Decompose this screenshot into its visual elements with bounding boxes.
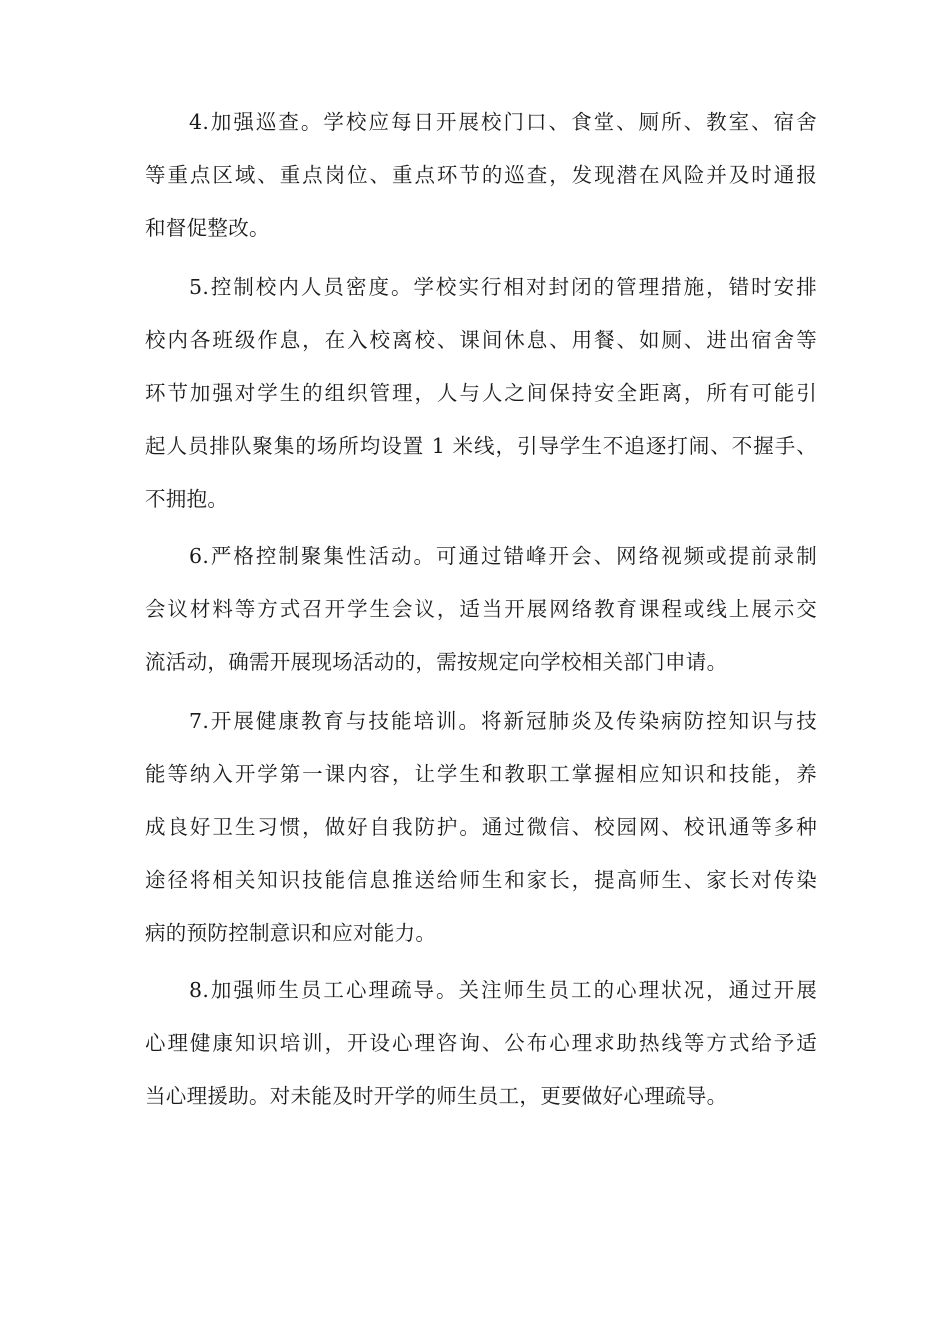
- paragraph-line: 心理健康知识培训，开设心理咨询、公布心理求助热线等方式给予适: [145, 1031, 817, 1055]
- paragraph-line: 7.开展健康教育与技能培训。将新冠肺炎及传染病防控知识与技: [189, 709, 817, 733]
- paragraph-line: 成良好卫生习惯，做好自我防护。通过微信、校园网、校讯通等多种: [145, 815, 817, 839]
- paragraph-line: 不拥抱。: [145, 487, 229, 511]
- paragraph-line: 环节加强对学生的组织管理，人与人之间保持安全距离，所有可能引: [145, 381, 817, 405]
- paragraph-line: 当心理援助。对未能及时开学的师生员工，更要做好心理疏导。: [145, 1084, 728, 1108]
- paragraph-line: 起人员排队聚集的场所均设置 1 米线，引导学生不追逐打闹、不握手、: [145, 434, 817, 458]
- paragraph-line: 8.加强师生员工心理疏导。关注师生员工的心理状况，通过开展: [189, 978, 817, 1002]
- paragraph-line: 5.控制校内人员密度。学校实行相对封闭的管理措施，错时安排: [189, 275, 817, 299]
- paragraph-item-8: [145, 964, 817, 1123]
- paragraph-item-6: [145, 530, 817, 689]
- paragraph-item-4: [145, 96, 817, 255]
- paragraph-item-5: [145, 261, 817, 526]
- paragraph-line: 校内各班级作息，在入校离校、课间休息、用餐、如厕、进出宿舍等: [145, 328, 817, 352]
- paragraph-line: 会议材料等方式召开学生会议，适当开展网络教育课程或线上展示交: [145, 597, 817, 621]
- paragraph-line: 途径将相关知识技能信息推送给师生和家长，提高师生、家长对传染: [145, 868, 817, 892]
- paragraph-line: 6.严格控制聚集性活动。可通过错峰开会、网络视频或提前录制: [189, 544, 817, 568]
- paragraph-line: 能等纳入开学第一课内容，让学生和教职工掌握相应知识和技能，养: [145, 762, 817, 786]
- paragraph-line: 4.加强巡查。学校应每日开展校门口、食堂、厕所、教室、宿舍: [189, 110, 817, 134]
- paragraph-item-7: [145, 695, 817, 960]
- paragraph-line: 和督促整改。: [145, 216, 270, 240]
- paragraph-line: 流活动，确需开展现场活动的，需按规定向学校相关部门申请。: [145, 650, 728, 674]
- paragraph-line: 病的预防控制意识和应对能力。: [145, 921, 437, 945]
- paragraph-line: 等重点区域、重点岗位、重点环节的巡查，发现潜在风险并及时通报: [145, 163, 817, 187]
